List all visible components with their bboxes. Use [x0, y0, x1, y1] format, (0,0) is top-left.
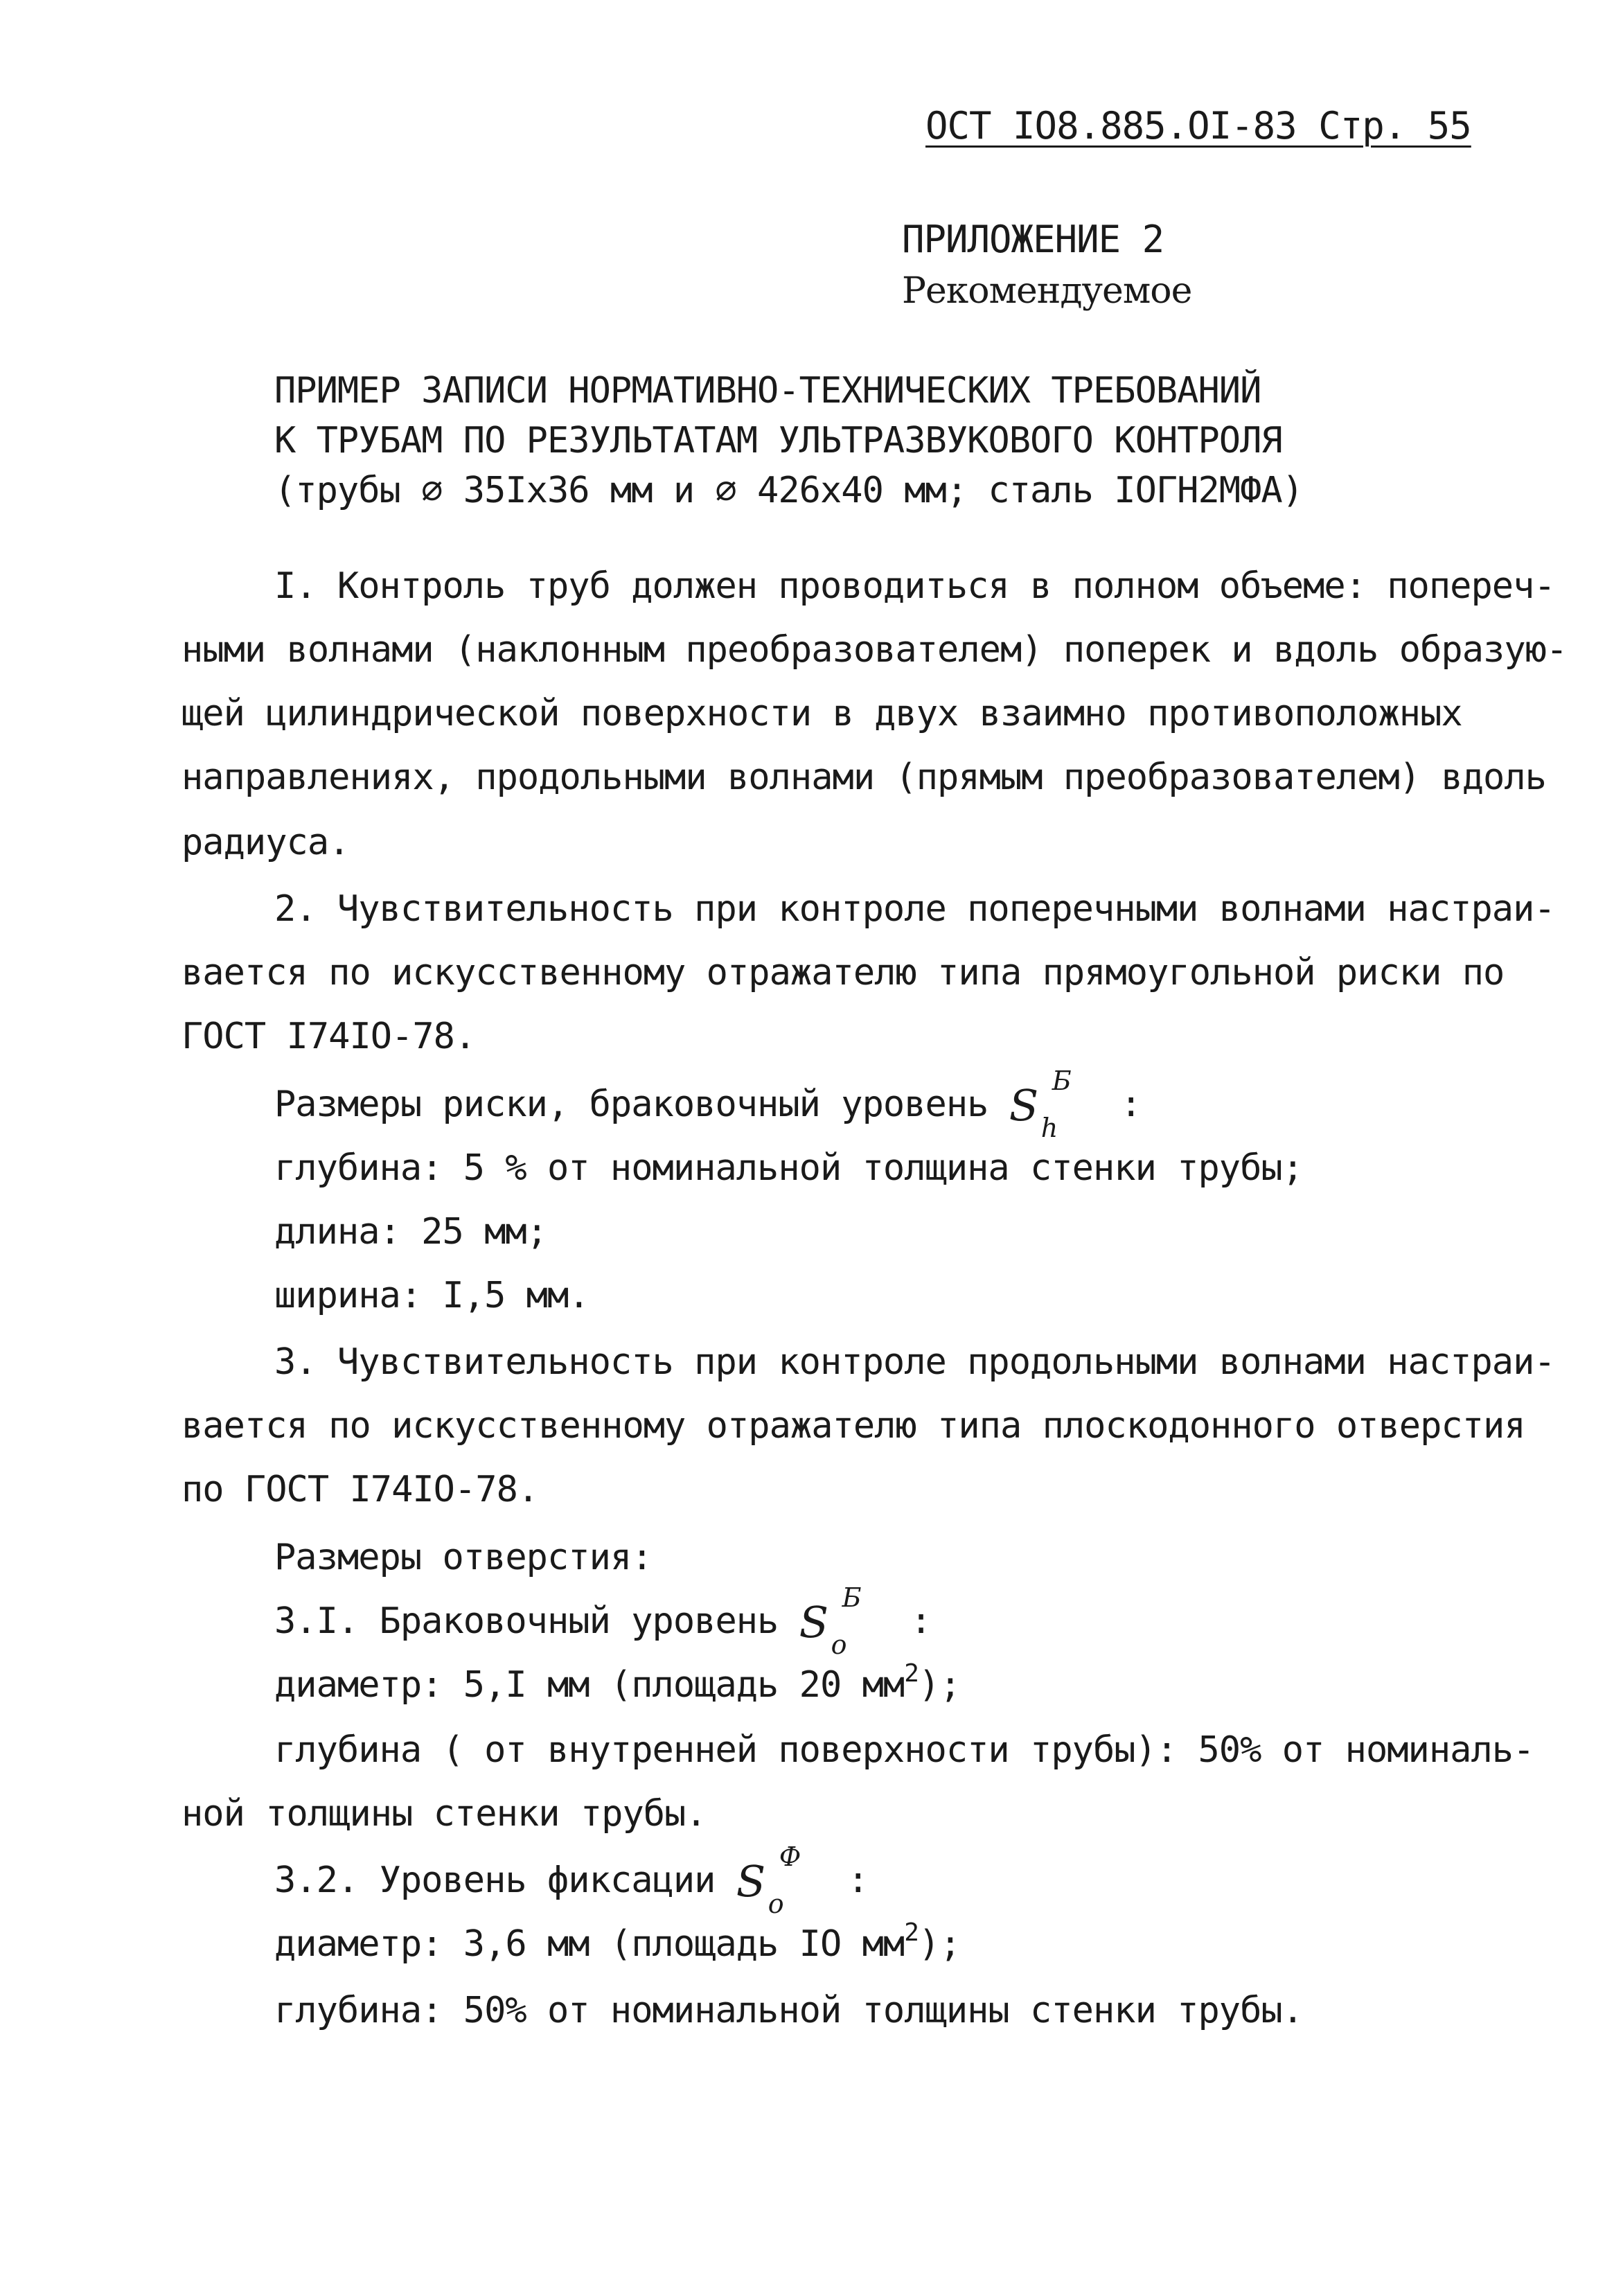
reject-depth-line-2: ной толщины стенки трубы.	[181, 1793, 707, 1835]
p2-line-2: вается по искусственному отражателю типа прямоугольной риски по	[181, 952, 1505, 994]
appendix-label: ПРИЛОЖЕНИЕ 2	[902, 218, 1164, 261]
risk-intro: Размеры риски, браковочный уровень	[274, 1084, 988, 1125]
reject-level-hole-symbol: S Б o	[799, 1582, 861, 1660]
fix-level-colon: :	[847, 1860, 869, 1901]
p2-line-1: 2. Чувствительность при контроле поперечными волнами настраи-	[274, 888, 1555, 930]
p3-line-1: 3. Чувствительность при контроле продольными волнами настраи-	[274, 1341, 1555, 1383]
p1-line-4: направлениях, продольными волнами (прямым преобразователем) вдоль	[181, 757, 1546, 798]
risk-width: ширина: I,5 мм.	[274, 1275, 589, 1316]
reject-level-line	[274, 1582, 932, 1660]
fix-level-symbol: S Ф o	[736, 1842, 801, 1919]
risk-intro-line	[274, 1066, 1142, 1143]
reject-level-colon: :	[910, 1600, 932, 1642]
fix-depth: глубина: 50% от номинальной толщины стенки трубы.	[274, 1990, 1304, 2031]
p3-line-2: вается по искусственному отражателю типа плоскодонного отверстия	[181, 1405, 1525, 1447]
reject-depth-line-1: глубина ( от внутренней поверхности трубы): 50% от номиналь-	[274, 1729, 1534, 1771]
title-line-1: ПРИМЕР ЗАПИСИ НОРМАТИВНО-ТЕХНИЧЕСКИХ ТРЕБОВАНИЙ	[274, 370, 1261, 412]
risk-length: длина: 25 мм;	[274, 1211, 547, 1253]
title-line-2: К ТРУБАМ ПО РЕЗУЛЬТАТАМ УЛЬТРАЗВУКОВОГО КОНТРОЛЯ	[274, 420, 1282, 461]
reject-level-label: 3.I. Браковочный уровень	[274, 1600, 779, 1642]
title-line-3: (трубы ∅ 35Iх36 мм и ∅ 426х40 мм; сталь IOГН2МФА)	[274, 470, 1304, 511]
p1-line-1: I. Контроль труб должен проводиться в полном объеме: попереч-	[274, 565, 1555, 607]
p1-line-2: ными волнами (наклонным преобразователем) поперек и вдоль образую-	[181, 629, 1568, 671]
hole-intro: Размеры отверстия:	[274, 1537, 653, 1578]
risk-colon: :	[1120, 1084, 1142, 1125]
page-header: ОСТ IO8.885.OI-83 Стр. 55	[925, 104, 1471, 148]
fix-diameter: диаметр: 3,6 мм (площадь IO $мм^2$);	[274, 1918, 961, 1965]
p3-line-3: по ГОСТ I74IO-78.	[181, 1469, 539, 1510]
fix-level-label: 3.2. Уровень фиксации	[274, 1860, 716, 1901]
risk-depth: глубина: 5 % от номинальной толщина стенки трубы;	[274, 1147, 1304, 1189]
reject-diameter: диаметр: 5,I мм (площадь 20 $мм^2$);	[274, 1659, 961, 1706]
appendix-type: Рекомендуемое	[902, 270, 1192, 312]
p2-line-3: ГОСТ I74IO-78.	[181, 1016, 476, 1057]
p1-line-5: радиуса.	[181, 822, 350, 863]
reject-level-symbol: S Б h	[1009, 1066, 1071, 1143]
p1-line-3: щей цилиндрической поверхности в двух взаимно противоположных	[181, 693, 1462, 734]
fix-level-line	[274, 1842, 869, 1919]
